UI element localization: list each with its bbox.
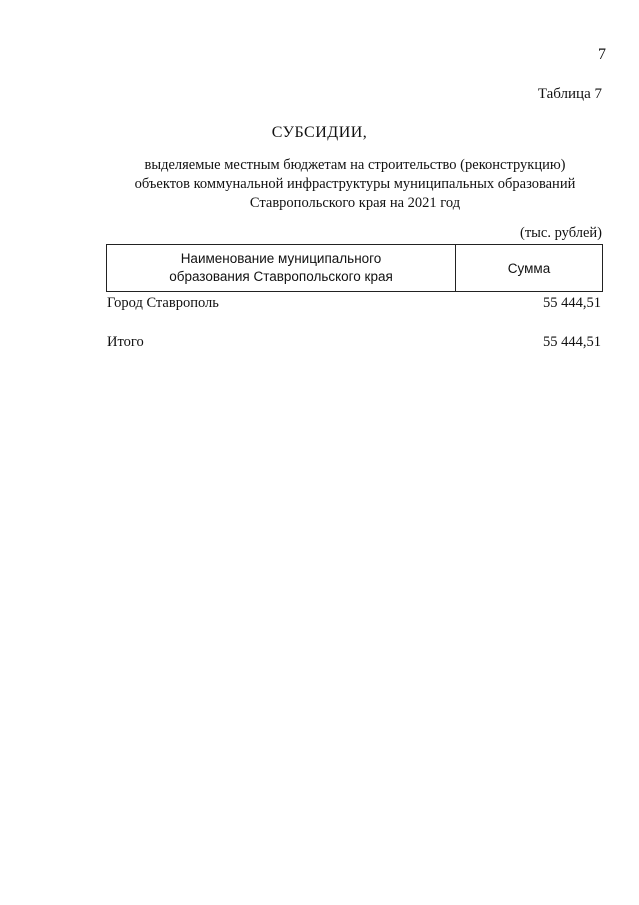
total-row [107, 334, 601, 351]
row-name: Город Ставрополь [107, 295, 219, 311]
header-name-column [107, 245, 456, 291]
page-number: 7 [598, 46, 606, 63]
subtitle-line: Ставропольского края на 2021 год [249, 195, 461, 211]
header-name-line: образования Ставропольского края [169, 269, 393, 284]
row-value: 55 444,51 [543, 295, 601, 311]
units-label: (тыс. рублей) [520, 225, 602, 241]
table-label: Таблица 7 [537, 86, 602, 102]
header-name-line: Наименование муниципального [180, 251, 382, 266]
table-header [106, 244, 603, 292]
document-subtitle [95, 156, 615, 213]
subtitle-line: объектов коммунальной инфраструктуры муниципальных образований [134, 176, 576, 192]
document-title: СУБСИДИИ, [271, 124, 368, 141]
table-row [107, 295, 601, 312]
total-value: 55 444,51 [543, 334, 601, 350]
total-name: Итого [107, 334, 144, 350]
subtitle-line: выделяемые местным бюджетам на строительство (реконструкцию) [144, 157, 566, 173]
header-sum-column: Сумма [507, 260, 551, 276]
